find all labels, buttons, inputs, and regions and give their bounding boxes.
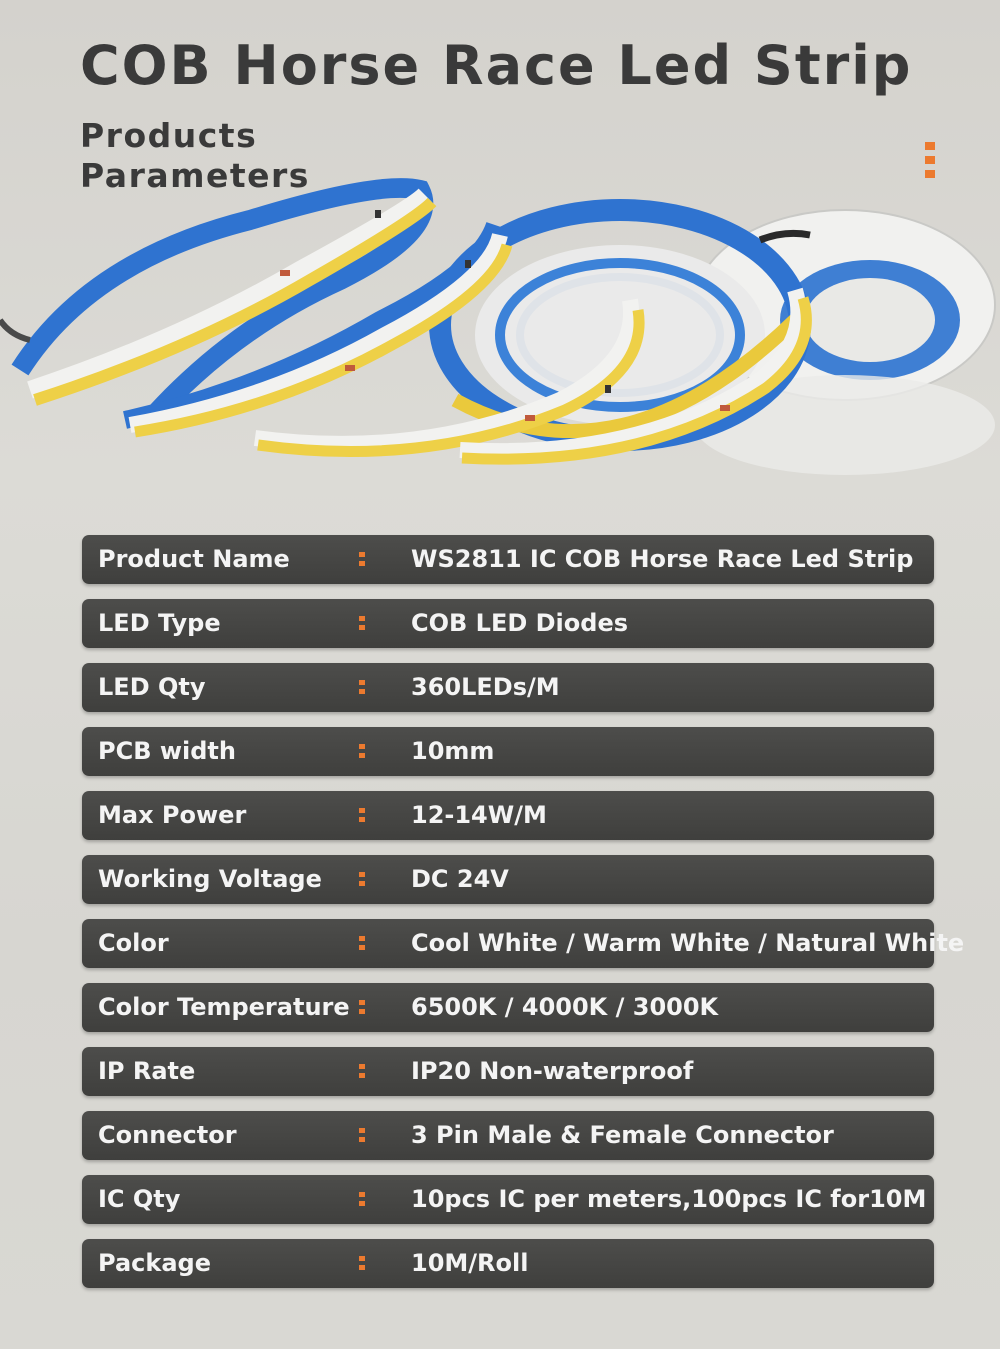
param-label: Color: [98, 929, 169, 957]
param-label: Max Power: [98, 801, 247, 829]
page-title: COB Horse Race Led Strip: [80, 34, 913, 97]
param-row-led-qty: [82, 663, 934, 712]
param-value: IP20 Non-waterproof: [411, 1057, 694, 1085]
param-row-max-power: [82, 791, 934, 840]
param-label: IP Rate: [98, 1057, 196, 1085]
param-value: 10pcs IC per meters,100pcs IC for10M: [411, 1185, 927, 1213]
param-value: 10mm: [411, 737, 495, 765]
separator-icon: [359, 1064, 365, 1082]
separator-icon: [359, 1192, 365, 1210]
param-value: 10M/Roll: [411, 1249, 529, 1277]
param-row-package: [82, 1239, 934, 1288]
separator-icon: [359, 680, 365, 698]
param-row-color: [82, 919, 965, 968]
separator-icon: [359, 1000, 365, 1018]
separator-icon: [359, 616, 365, 634]
param-row-connector: [82, 1111, 934, 1160]
param-label: Connector: [98, 1121, 237, 1149]
separator-icon: [359, 872, 365, 890]
separator-icon: [359, 552, 365, 570]
param-row-led-type: [82, 599, 934, 648]
param-label: Working Voltage: [98, 865, 322, 893]
param-label: LED Qty: [98, 673, 206, 701]
param-row-pcb-width: [82, 727, 934, 776]
led-strip-reels-image: [0, 160, 1000, 505]
separator-icon: [359, 1256, 365, 1274]
param-label: Color Temperature: [98, 993, 350, 1021]
page-subtitle: Products Parameters: [80, 116, 310, 195]
param-row-ic-qty: [82, 1175, 934, 1224]
param-value: WS2811 IC COB Horse Race Led Strip: [411, 545, 914, 573]
param-value: 360LEDs/M: [411, 673, 560, 701]
separator-icon: [359, 1128, 365, 1146]
param-value: 6500K / 4000K / 3000K: [411, 993, 719, 1021]
param-label: IC Qty: [98, 1185, 181, 1213]
param-label: Package: [98, 1249, 211, 1277]
param-value: COB LED Diodes: [411, 609, 629, 637]
param-value: DC 24V: [411, 865, 509, 893]
param-label: Product Name: [98, 545, 290, 573]
param-value: 12-14W/M: [411, 801, 547, 829]
param-value: 3 Pin Male & Female Connector: [411, 1121, 834, 1149]
param-value: Cool White / Warm White / Natural White: [411, 929, 965, 957]
separator-icon: [359, 744, 365, 762]
param-label: PCB width: [98, 737, 236, 765]
param-row-ip-rate: [82, 1047, 934, 1096]
param-row-product-name: [82, 535, 934, 584]
param-row-color-temperature: [82, 983, 934, 1032]
param-row-working-voltage: [82, 855, 934, 904]
separator-icon: [359, 808, 365, 826]
parameters-table: [82, 535, 965, 1303]
separator-icon: [359, 936, 365, 954]
param-label: LED Type: [98, 609, 221, 637]
